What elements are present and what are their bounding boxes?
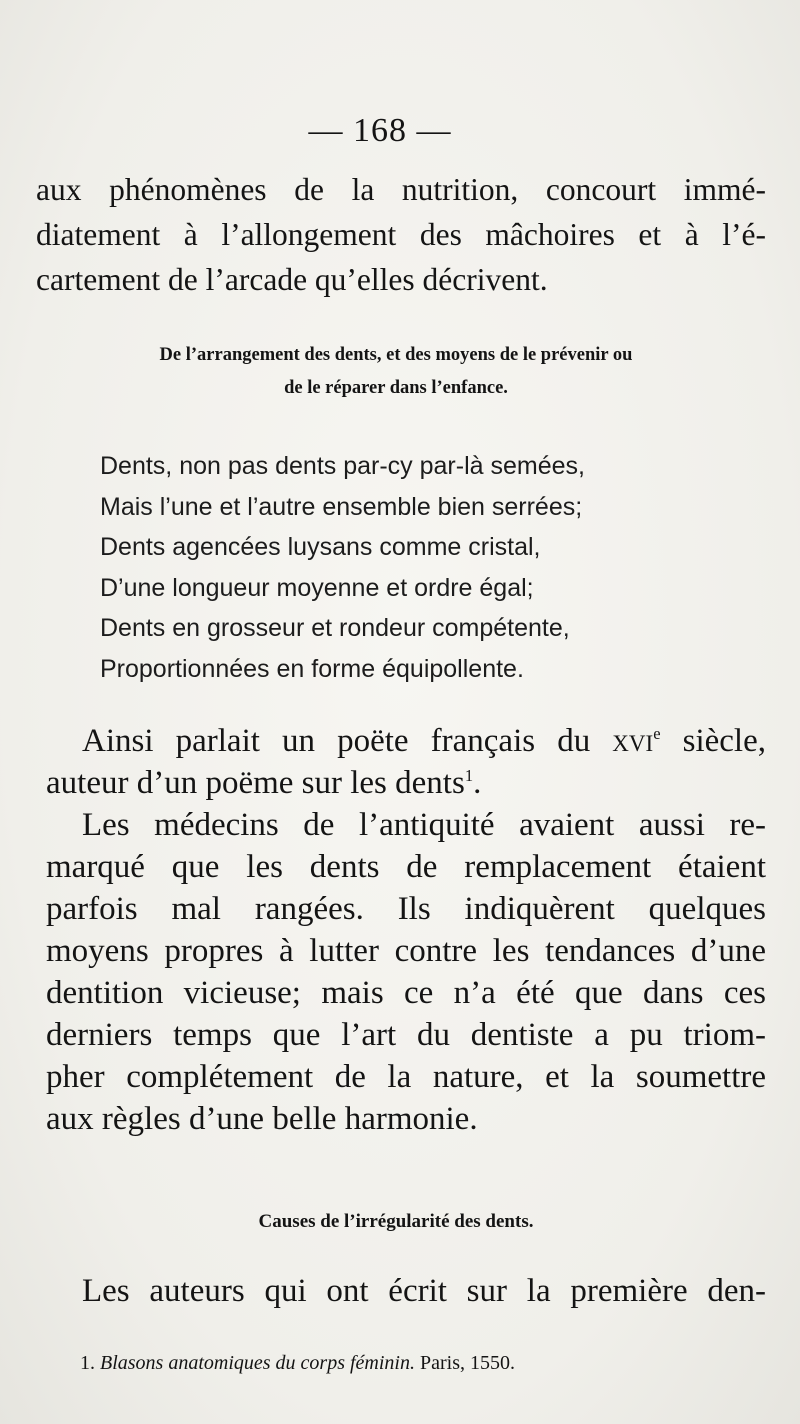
text-fragment: . <box>473 765 482 801</box>
text-fragment: Ainsi parlait un poëte français du <box>82 723 613 759</box>
text-line: diatement à l’allongement des mâchoires et à l’é- <box>36 217 766 252</box>
footnote-title: Blasons anatomiques du corps féminin. <box>100 1352 415 1374</box>
text-fragment: siècle, <box>660 723 766 759</box>
section-heading-causes: Causes de l’irrégularité des dents. <box>258 1211 534 1232</box>
paragraph-authors <box>46 1270 766 1312</box>
verse-line: Mais l’une et l’autre ensemble bien serrées; <box>100 492 583 521</box>
verse-line: Dents agencées luysans comme cristal, <box>100 533 541 561</box>
verse-line: Dents, non pas dents par-cy par-là semées, <box>100 452 585 480</box>
paragraph-nutrition <box>36 167 766 302</box>
footnote-place-date: Paris, 1550. <box>420 1352 515 1374</box>
text-line: parfois mal rangées. Ils indiquèrent quelques <box>46 891 766 927</box>
text-line: Les médecins de l’antiquité avaient aussi re- <box>82 807 766 843</box>
text-line: dentition vicieuse; mais ce n’a été que dans ces <box>46 975 766 1011</box>
text-line <box>46 720 766 762</box>
text-line: aux règles d’une belle harmonie. <box>46 1101 478 1137</box>
text-line: cartement de l’arcade qu’elles décrivent. <box>36 262 548 297</box>
heading-line: de le réparer dans l’enfance. <box>284 378 508 398</box>
page-number: — 168 — <box>308 112 452 149</box>
verse-line: Dents en grosseur et rondeur compétente, <box>100 614 570 642</box>
verse-line: D’une longueur moyenne et ordre égal; <box>100 573 534 602</box>
text-line: derniers temps que l’art du dentiste a pu triom- <box>46 1017 766 1053</box>
text-line: Les auteurs qui ont écrit sur la première den- <box>82 1273 766 1309</box>
footnote <box>80 1350 515 1376</box>
century-numeral: xvi <box>612 723 654 759</box>
paragraph-poet <box>46 720 766 1140</box>
verse-line: Proportionnées en forme équipollente. <box>100 654 524 683</box>
text-line: aux phénomènes de la nutrition, concourt immé- <box>36 172 766 207</box>
footnote-number: 1. <box>80 1352 95 1374</box>
century-superscript: e <box>653 724 661 743</box>
text-line: marqué que les dents de remplacement étaient <box>46 849 766 885</box>
footnote-reference: 1 <box>464 766 474 785</box>
text-line: moyens propres à lutter contre les tendances d’une <box>46 933 766 969</box>
verse-quote <box>100 446 585 689</box>
text-line: pher complétement de la nature, et la soumettre <box>46 1059 766 1095</box>
heading-line: De l’arrangement des dents, et des moyens de le prévenir ou <box>159 345 633 365</box>
text-fragment: auteur d’un poëme sur les dents <box>46 765 465 801</box>
section-heading-arrangement <box>30 339 762 405</box>
text-line <box>46 762 766 804</box>
